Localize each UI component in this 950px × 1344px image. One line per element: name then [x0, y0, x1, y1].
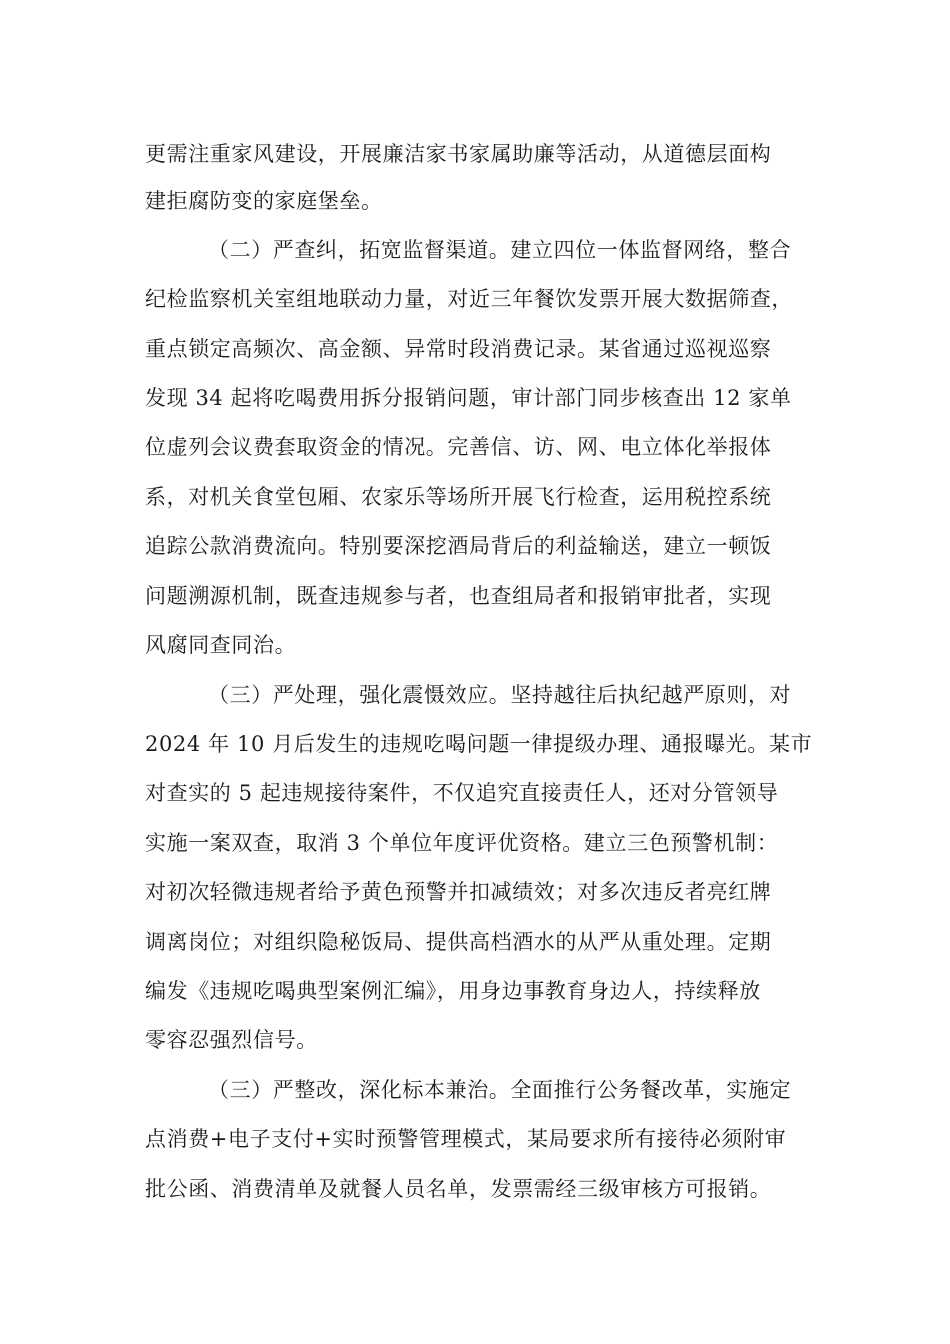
text-line: 建拒腐防变的家庭堡垒。 — [145, 189, 383, 213]
text-line: 2024 年 10 月后发生的违规吃喝问题一律提级办理、通报曝光。某市 — [145, 732, 813, 756]
text-line: 风腐同查同治。 — [145, 633, 297, 657]
text-line: 纪检监察机关室组地联动力量，对近三年餐饮发票开展大数据筛查， — [145, 287, 793, 311]
text-line: 更需注重家风建设，开展廉洁家书家属助廉等活动，从道德层面构 — [145, 142, 772, 166]
text-line: 位虚列会议费套取资金的情况。完善信、访、网、电立体化举报体 — [145, 435, 772, 459]
text-line: 编发《违规吃喝典型案例汇编》，用身边事教育身边人，持续释放 — [145, 979, 761, 1003]
text-line: 追踪公款消费流向。特别要深挖酒局背后的利益输送，建立一顿饭 — [145, 534, 772, 558]
text-line: 对查实的 5 起违规接待案件，不仅追究直接责任人，还对分管领导 — [145, 781, 779, 805]
text-line: 调离岗位；对组织隐秘饭局、提供高档酒水的从严从重处理。定期 — [145, 930, 772, 954]
text-line: 点消费+电子支付+实时预警管理模式，某局要求所有接待必须附审 — [145, 1127, 787, 1151]
text-line: 重点锁定高频次、高金额、异常时段消费记录。某省通过巡视巡察 — [145, 337, 772, 361]
text-line: 问题溯源机制，既查违规参与者，也查组局者和报销审批者，实现 — [145, 584, 772, 608]
paragraph-first-line: （三）严整改，深化标本兼治。全面推行公务餐改革，实施定 — [208, 1078, 792, 1102]
text-line: 系，对机关食堂包厢、农家乐等场所开展飞行检查，运用税控系统 — [145, 485, 772, 509]
text-line: 实施一案双查，取消 3 个单位年度评优资格。建立三色预警机制： — [145, 831, 779, 855]
text-line: 发现 34 起将吃喝费用拆分报销问题，审计部门同步核查出 12 家单 — [145, 386, 792, 410]
paragraph-first-line: （二）严查纠，拓宽监督渠道。建立四位一体监督网络，整合 — [208, 238, 792, 262]
paragraph-first-line: （三）严处理，强化震慑效应。坚持越往后执纪越严原则，对 — [208, 683, 792, 707]
text-line: 批公函、消费清单及就餐人员名单，发票需经三级审核方可报销。 — [145, 1177, 772, 1201]
text-line: 对初次轻微违规者给予黄色预警并扣减绩效；对多次违反者亮红牌 — [145, 880, 772, 904]
text-line: 零容忍强烈信号。 — [145, 1028, 318, 1052]
